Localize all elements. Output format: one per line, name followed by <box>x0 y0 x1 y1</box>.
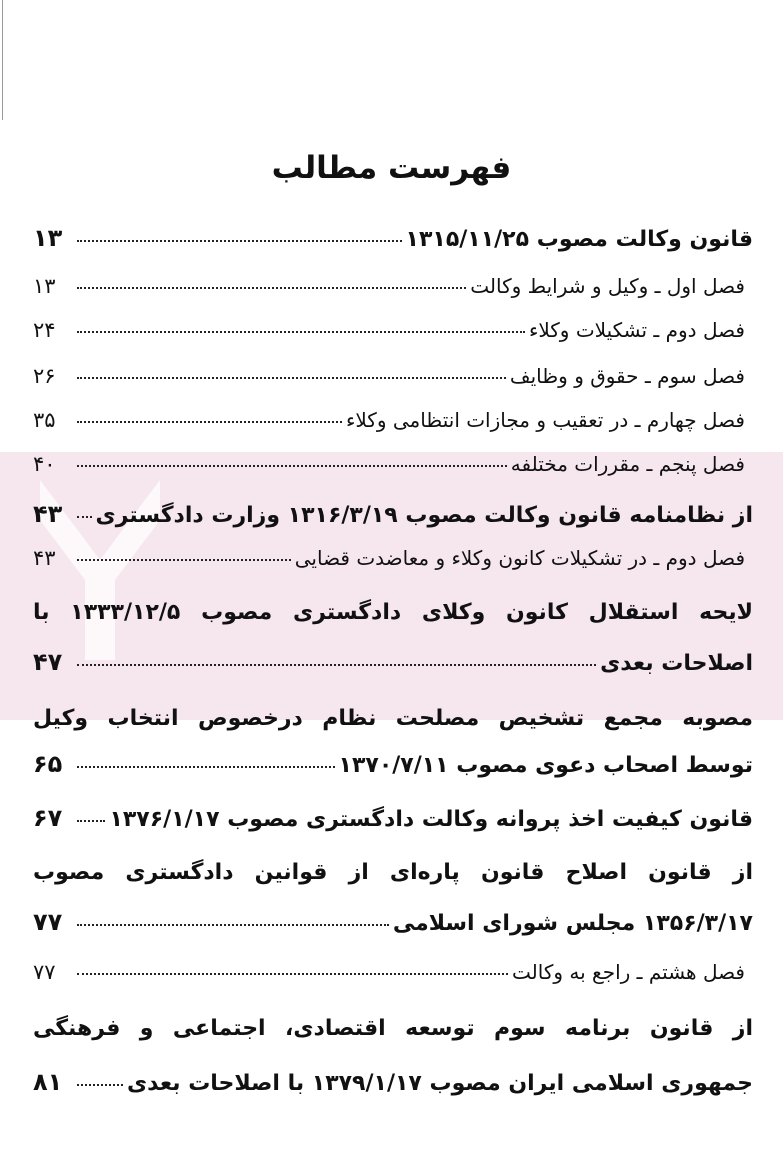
toc-entry-page: ۷۷ <box>33 908 63 936</box>
toc-entry <box>33 806 753 831</box>
leader-dots <box>77 465 507 467</box>
page-title: فهرست مطالب <box>271 150 512 186</box>
toc-entry-label: فصل دوم ـ در تشکیلات کانون وکلاء و معاضدت قضایی <box>294 546 745 570</box>
toc-entry-heading-line: لایحه استقلال کانون وکلای دادگستری مصوب ۱۳۳۳/۱۲/۵ با <box>33 600 753 625</box>
leader-dots <box>77 559 291 561</box>
toc-entry-page: ۲۶ <box>33 364 56 388</box>
toc-entry-label: قانون وکالت مصوب ۱۳۱۵/۱۱/۲۵ <box>405 227 753 252</box>
toc-entry-label: فصل هشتم ـ راجع به وکالت <box>512 960 745 984</box>
toc-entry <box>33 650 753 675</box>
toc-entry <box>33 962 753 983</box>
toc-entry <box>33 226 753 251</box>
toc-entry <box>33 410 753 431</box>
toc-entry <box>33 502 753 527</box>
toc-entry-label: اصلاحات بعدی <box>600 651 753 676</box>
toc-entry-label: فصل دوم ـ تشکیلات وکلاء <box>528 318 745 342</box>
leader-dots <box>77 377 506 379</box>
leader-dots <box>77 1084 123 1086</box>
toc-entry <box>33 910 753 935</box>
toc-entry-page: ۴۰ <box>33 452 56 476</box>
toc-entry-page: ۳۵ <box>33 408 56 432</box>
toc-entry <box>33 1070 753 1095</box>
leader-dots <box>77 820 105 822</box>
toc-entry-page: ۲۴ <box>33 318 56 342</box>
toc-entry-label: فصل سوم ـ حقوق و وظایف <box>509 364 745 388</box>
leader-dots <box>77 973 508 975</box>
toc-entry-label: ۱۳۵۶/۳/۱۷ مجلس شورای اسلامی <box>392 911 753 936</box>
toc-entry <box>33 366 753 387</box>
toc-entry <box>33 752 753 777</box>
leader-dots <box>77 240 402 242</box>
toc-entry-heading-line: از قانون برنامه سوم توسعه اقتصادی، اجتماعی و فرهنگی <box>33 1016 753 1041</box>
toc-entry <box>33 276 753 297</box>
toc-entry-heading-line: از قانون اصلاح قانون پاره‌ای از قوانین دادگستری مصوب <box>33 860 753 885</box>
toc-entry <box>33 320 753 341</box>
toc-entry-page: ۴۷ <box>33 648 63 676</box>
toc-entry-label: از نظامنامه قانون وکالت مصوب ۱۳۱۶/۳/۱۹ وزارت دادگستری <box>95 503 753 528</box>
toc-entry-page: ۶۷ <box>33 804 63 832</box>
leader-dots <box>77 516 92 518</box>
toc-entry <box>33 548 753 569</box>
toc-entry-page: ۴۳ <box>33 500 63 528</box>
page-edge-line <box>2 0 3 120</box>
toc-entry-label: قانون کیفیت اخذ پروانه وکالت دادگستری مصوب ۱۳۷۶/۱/۱۷ <box>109 807 753 832</box>
toc-entry-label: توسط اصحاب دعوی مصوب ۱۳۷۰/۷/۱۱ <box>338 753 753 778</box>
leader-dots <box>77 766 335 768</box>
toc-entry-page: ۴۳ <box>33 546 56 570</box>
toc-entry-heading-line: مصوبه مجمع تشخیص مصلحت نظام درخصوص انتخاب وکیل <box>33 706 753 731</box>
toc-entry-label: فصل اول ـ وکیل و شرایط وکالت <box>470 274 745 298</box>
leader-dots <box>77 421 342 423</box>
toc-entry-page: ۷۷ <box>33 960 56 984</box>
leader-dots <box>77 287 466 289</box>
toc-entry-page: ۱۳ <box>33 224 63 252</box>
toc-entry-page: ۸۱ <box>33 1068 63 1096</box>
toc-entry-page: ۱۳ <box>33 274 56 298</box>
toc-entry-page: ۶۵ <box>33 750 63 778</box>
toc-entry <box>33 454 753 475</box>
toc-entry-label: فصل چهارم ـ در تعقیب و مجازات انتظامی وکلاء <box>345 408 745 432</box>
toc-entry-label: فصل پنجم ـ مقررات مختلفه <box>510 452 745 476</box>
toc-entry-label: جمهوری اسلامی ایران مصوب ۱۳۷۹/۱/۱۷ با اصلاحات بعدی <box>126 1071 753 1096</box>
leader-dots <box>77 331 525 333</box>
leader-dots <box>77 924 389 926</box>
leader-dots <box>77 664 596 666</box>
